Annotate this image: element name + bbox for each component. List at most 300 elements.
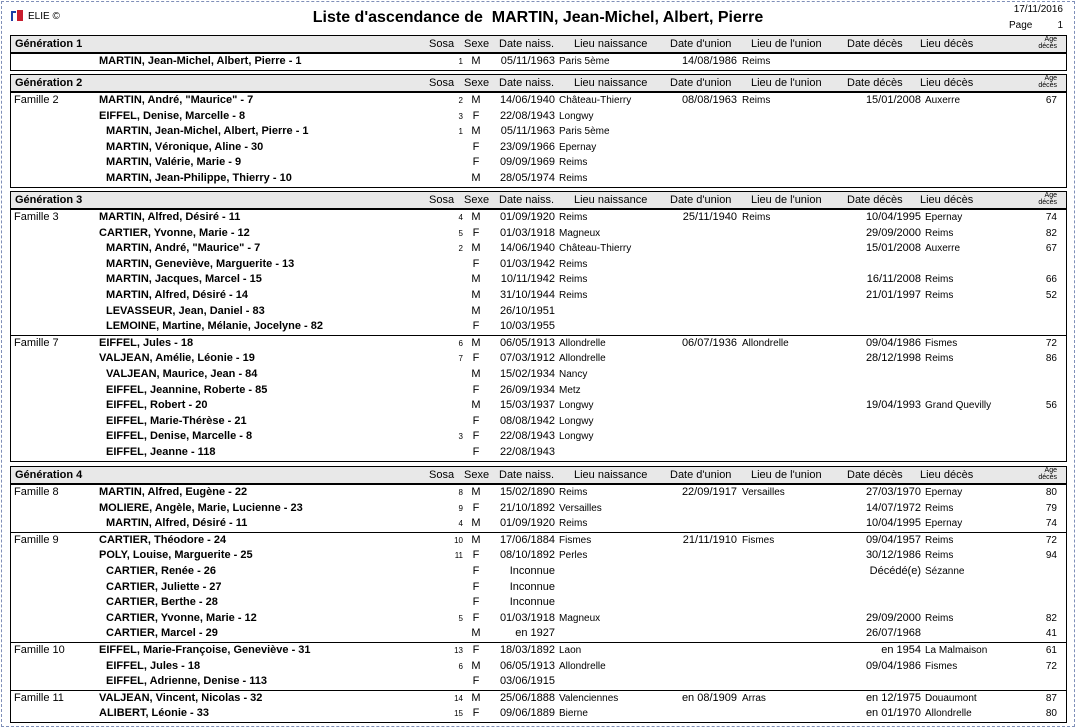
person-sosa: 10 [454, 535, 463, 545]
generation-title: Génération 2 [15, 77, 83, 89]
person-name: CARTIER, Yvonne, Marie - 12 [106, 611, 257, 624]
birth-date: 26/10/1951 [499, 304, 555, 317]
person-sex: F [472, 226, 480, 239]
person-sex: M [471, 399, 481, 412]
column-header-sosa: Sosa [429, 194, 455, 206]
parent-row [11, 485, 1066, 501]
birth-place: Reims [559, 487, 588, 498]
death-place: Reims [925, 612, 954, 624]
age-header-line1: Age [1044, 75, 1057, 82]
death-date: en 12/1975 [865, 691, 921, 704]
generation-section [10, 74, 1067, 188]
person-sex: M [471, 367, 481, 380]
person-name: CARTIER, Marcel - 29 [106, 627, 218, 640]
union-date: 25/11/1940 [682, 211, 737, 223]
birth-date: 28/05/1974 [499, 171, 555, 184]
column-header-birth-date: Date naiss. [499, 469, 555, 481]
death-date: 28/12/1998 [865, 352, 921, 365]
child-row [11, 272, 1066, 288]
birth-place: Reims [559, 274, 588, 286]
birth-date: Inconnue [509, 564, 555, 577]
child-row [11, 124, 1066, 140]
birth-date: 18/03/1892 [499, 643, 555, 656]
parent-row [11, 54, 1066, 70]
column-header-sexe: Sexe [464, 77, 490, 89]
birth-place: Allondrelle [559, 353, 606, 365]
family-group [11, 53, 1066, 70]
birth-date: 14/06/1940 [499, 242, 555, 255]
age-header-line2: décès [1038, 82, 1057, 89]
family-label: Famille 11 [14, 691, 64, 704]
person-name: EIFFEL, Jules - 18 [99, 336, 194, 349]
column-header-union-date: Date d'union [670, 469, 732, 481]
column-header-birth-place: Lieu naissance [574, 194, 648, 206]
child-row [11, 171, 1066, 187]
parent-row [11, 93, 1066, 109]
person-sex: F [472, 257, 480, 270]
age-header-line2: décès [1038, 43, 1057, 50]
column-header-death-date: Date décès [847, 77, 903, 89]
union-date: en 08/1909 [681, 691, 737, 704]
death-date: 29/09/2000 [865, 611, 921, 624]
column-header-sosa: Sosa [429, 38, 455, 50]
death-date: 10/04/1995 [865, 211, 921, 223]
age-header-line1: Age [1044, 36, 1057, 43]
person-name: EIFFEL, Jeanne - 118 [106, 445, 216, 458]
person-name: POLY, Louise, Marguerite - 25 [99, 549, 253, 562]
child-row [11, 564, 1066, 580]
union-date: 06/07/1936 [681, 336, 737, 349]
birth-place: Laon [559, 644, 582, 656]
birth-date: 01/03/1918 [499, 226, 555, 239]
death-place: Douaumont [925, 692, 977, 704]
person-sosa: 1 [458, 127, 463, 137]
column-header-union-place: Lieu de l'union [751, 38, 822, 50]
person-name: CARTIER, Yvonne, Marie - 12 [99, 226, 250, 239]
age-at-death: 82 [1045, 612, 1057, 624]
app-name: ELIE © [28, 10, 60, 22]
birth-place: Longwy [559, 400, 594, 412]
person-name: CARTIER, Théodore - 24 [99, 533, 227, 546]
age-at-death: 72 [1045, 660, 1057, 672]
person-sosa: 13 [454, 645, 463, 655]
birth-place: Magneux [559, 612, 601, 624]
generation-section [10, 191, 1067, 462]
parent-row [11, 501, 1066, 517]
birth-place: Versailles [559, 502, 602, 514]
parent-row [11, 548, 1066, 564]
birth-date: 22/08/1943 [499, 109, 555, 122]
parent-row [11, 643, 1066, 659]
person-name: VALJEAN, Vincent, Nicolas - 32 [99, 691, 263, 704]
birth-date: 15/02/1934 [499, 367, 555, 380]
person-name: MOLIERE, Angèle, Marie, Lucienne - 23 [99, 501, 303, 514]
generation-section [10, 35, 1067, 71]
family-group [11, 690, 1066, 722]
age-at-death: 87 [1045, 692, 1057, 704]
family-label: Famille 10 [14, 643, 65, 656]
person-sex: F [472, 580, 480, 593]
person-name: VALJEAN, Amélie, Léonie - 19 [99, 352, 255, 365]
child-row [11, 580, 1066, 596]
person-sex: M [471, 55, 481, 67]
birth-place: Reims [559, 157, 588, 169]
union-place: Fismes [742, 534, 775, 546]
death-date: en 1954 [881, 643, 921, 656]
union-place: Reims [742, 56, 771, 67]
birth-place: Allondrelle [559, 660, 606, 672]
generation-header [11, 467, 1066, 484]
person-name: MARTIN, Jacques, Marcel - 15 [106, 273, 262, 286]
death-date: Décédé(e) [869, 564, 921, 577]
death-date: 09/04/1957 [865, 533, 921, 546]
person-sex: F [472, 596, 480, 609]
birth-date: 01/09/1920 [499, 211, 555, 223]
child-row [11, 155, 1066, 171]
birth-date: 10/03/1955 [499, 320, 555, 333]
person-name: LEVASSEUR, Jean, Daniel - 83 [106, 304, 265, 317]
person-sosa: 11 [454, 551, 463, 561]
person-sosa: 8 [458, 488, 463, 497]
person-name: MARTIN, Jean-Michel, Albert, Pierre - 1 [99, 55, 302, 67]
child-row [11, 445, 1066, 461]
person-sex: M [471, 691, 481, 704]
birth-place: Epernay [559, 141, 597, 153]
birth-place: Reims [559, 289, 588, 301]
death-place: Reims [925, 227, 954, 239]
birth-date: 01/03/1918 [499, 611, 555, 624]
report-title: Liste d'ascendance de MARTIN, Jean-Michel, Albert, Pierre [312, 9, 764, 26]
person-name: CARTIER, Juliette - 27 [106, 580, 222, 593]
age-header-line2: décès [1038, 199, 1057, 206]
person-sex: F [472, 383, 480, 396]
parent-row [11, 210, 1066, 226]
union-place: Reims [742, 95, 771, 106]
person-sex: F [472, 140, 480, 153]
column-header-birth-date: Date naiss. [499, 77, 555, 89]
person-name: EIFFEL, Robert - 20 [106, 399, 208, 412]
age-at-death: 67 [1045, 243, 1057, 255]
death-place: Allondrelle [925, 708, 972, 720]
age-at-death: 67 [1045, 95, 1057, 106]
union-date: 21/11/1910 [682, 533, 737, 546]
family-label: Famille 7 [14, 336, 59, 349]
death-place: Reims [925, 274, 954, 286]
person-sex: F [472, 643, 480, 656]
death-date: 27/03/1970 [865, 486, 921, 498]
parent-row [11, 336, 1066, 352]
family-group [11, 484, 1066, 532]
parent-row [11, 691, 1066, 707]
person-sex: M [471, 517, 481, 530]
birth-date: 22/08/1943 [499, 445, 555, 458]
birth-date: 08/10/1892 [499, 549, 555, 562]
person-sex: F [472, 675, 480, 688]
column-header-union-place: Lieu de l'union [751, 469, 822, 481]
person-sex: F [472, 414, 480, 427]
child-row [11, 516, 1066, 532]
death-place: La Malmaison [925, 644, 988, 656]
birth-place: Longwy [559, 110, 594, 122]
generation-header [11, 192, 1066, 209]
person-sosa: 7 [458, 354, 463, 364]
column-header-age [1027, 467, 1057, 481]
generation-title: Génération 4 [15, 469, 83, 481]
age-at-death: 80 [1045, 708, 1057, 720]
child-row [11, 611, 1066, 627]
person-name: LEMOINE, Martine, Mélanie, Jocelyne - 82 [106, 320, 324, 333]
person-sex: F [472, 109, 480, 122]
age-header-line1: Age [1044, 192, 1057, 199]
death-date: 09/04/1986 [865, 336, 921, 349]
column-header-union-date: Date d'union [670, 194, 732, 206]
column-header-death-date: Date décès [847, 194, 903, 206]
person-name: EIFFEL, Adrienne, Denise - 113 [106, 675, 267, 688]
person-name: MARTIN, Alfred, Eugène - 22 [99, 486, 248, 498]
column-header-union-date: Date d'union [670, 38, 732, 50]
birth-date: 14/06/1940 [499, 94, 555, 106]
person-sosa: 5 [458, 228, 463, 238]
person-sosa: 2 [458, 96, 463, 105]
death-place: Reims [925, 353, 954, 365]
family-group [11, 642, 1066, 690]
generation-header [11, 75, 1066, 92]
death-date: 19/04/1993 [865, 399, 921, 412]
person-sosa: 6 [458, 661, 463, 671]
age-at-death: 80 [1045, 487, 1057, 498]
age-at-death: 72 [1045, 534, 1057, 546]
birth-date: 01/03/1942 [499, 257, 555, 270]
birth-date: 08/08/1942 [499, 414, 555, 427]
person-name: MARTIN, André, "Maurice" - 7 [99, 94, 254, 106]
age-at-death: 56 [1045, 400, 1057, 412]
column-header-birth-place: Lieu naissance [574, 469, 648, 481]
page-label: Page [1009, 20, 1033, 31]
child-row [11, 429, 1066, 445]
birth-place: Paris 5ème [559, 56, 610, 67]
birth-place: Perles [559, 550, 588, 562]
birth-date: 15/02/1890 [499, 486, 555, 498]
person-sosa: 5 [458, 613, 463, 623]
person-sex: F [472, 611, 480, 624]
birth-place: Metz [559, 384, 581, 396]
age-at-death: 79 [1045, 502, 1057, 514]
child-row [11, 288, 1066, 304]
birth-date: en 1927 [515, 627, 555, 640]
family-group [11, 335, 1066, 461]
birth-date: Inconnue [509, 580, 555, 593]
child-row [11, 595, 1066, 611]
column-header-sosa: Sosa [429, 469, 455, 481]
birth-place: Château-Thierry [559, 243, 632, 255]
parent-row [11, 351, 1066, 367]
person-sosa: 2 [458, 244, 463, 254]
child-row [11, 414, 1066, 430]
parent-row [11, 109, 1066, 125]
union-place: Reims [742, 212, 771, 223]
person-sex: F [472, 501, 480, 514]
column-header-sexe: Sexe [464, 469, 490, 481]
column-header-union-date: Date d'union [670, 77, 732, 89]
birth-place: Paris 5ème [559, 126, 610, 138]
death-date: 30/12/1986 [865, 549, 921, 562]
person-sosa: 3 [458, 432, 463, 442]
person-sex: F [472, 564, 480, 577]
birth-date: 09/06/1889 [499, 707, 555, 720]
person-sosa: 15 [454, 709, 463, 719]
birth-date: 03/06/1915 [499, 675, 555, 688]
age-at-death: 41 [1045, 628, 1057, 640]
person-name: MARTIN, Valérie, Marie - 9 [106, 156, 242, 169]
person-sex: M [471, 659, 481, 672]
death-date: 15/01/2008 [865, 242, 921, 255]
column-header-death-place: Lieu décès [920, 469, 974, 481]
child-row [11, 659, 1066, 675]
union-place: Allondrelle [742, 337, 789, 349]
age-at-death: 72 [1045, 337, 1057, 349]
person-sex: M [471, 273, 481, 286]
child-row [11, 383, 1066, 399]
person-sex: M [471, 125, 481, 138]
birth-place: Reims [559, 172, 588, 184]
birth-date: 23/09/1966 [499, 140, 555, 153]
death-place: Grand Quevilly [925, 400, 992, 412]
person-name: VALJEAN, Maurice, Jean - 84 [106, 367, 258, 380]
age-at-death: 82 [1045, 227, 1057, 239]
person-sosa: 4 [458, 213, 463, 222]
person-sex: M [471, 171, 481, 184]
child-row [11, 257, 1066, 273]
person-name: EIFFEL, Denise, Marcelle - 8 [99, 109, 246, 122]
person-sex: F [472, 320, 480, 333]
death-place: Epernay [925, 487, 963, 498]
person-sex: M [471, 304, 481, 317]
birth-place: Valenciennes [559, 692, 619, 704]
death-place: Sézanne [925, 565, 965, 577]
person-name: MARTIN, Jean-Michel, Albert, Pierre - 1 [106, 125, 309, 138]
birth-date: 26/09/1934 [499, 383, 555, 396]
family-group [11, 532, 1066, 642]
person-sosa: 4 [458, 519, 463, 529]
age-at-death: 74 [1045, 212, 1057, 223]
person-name: EIFFEL, Marie-Thérèse - 21 [106, 414, 247, 427]
birth-place: Bierne [559, 708, 588, 720]
person-sex: F [472, 352, 480, 365]
family-group [11, 209, 1066, 335]
age-at-death: 86 [1045, 353, 1057, 365]
death-date: 09/04/1986 [865, 659, 921, 672]
death-place: Epernay [925, 212, 963, 223]
age-at-death: 74 [1045, 518, 1057, 530]
birth-date: 09/09/1969 [499, 156, 555, 169]
child-row [11, 674, 1066, 690]
birth-date: 06/05/1913 [499, 336, 555, 349]
person-name: MARTIN, Alfred, Désiré - 11 [106, 517, 248, 530]
death-place: Fismes [925, 660, 958, 672]
death-place: Auxerre [925, 95, 961, 106]
birth-place: Fismes [559, 534, 592, 546]
age-at-death: 52 [1045, 289, 1057, 301]
death-place: Reims [925, 289, 954, 301]
generation-section [10, 466, 1067, 723]
child-row [11, 367, 1066, 383]
person-sosa: 6 [458, 338, 463, 348]
person-name: MARTIN, Véronique, Aline - 30 [106, 140, 264, 153]
birth-date: Inconnue [509, 596, 555, 609]
person-sex: M [471, 486, 481, 498]
birth-date: 10/11/1942 [500, 273, 555, 286]
age-at-death: 61 [1045, 644, 1057, 656]
person-name: EIFFEL, Jules - 18 [106, 659, 201, 672]
generation-title: Génération 3 [15, 194, 83, 206]
person-name: ALIBERT, Léonie - 33 [99, 707, 210, 720]
person-name: CARTIER, Berthe - 28 [106, 596, 218, 609]
death-date: 10/04/1995 [865, 517, 921, 530]
union-place: Versailles [742, 487, 785, 498]
column-header-birth-place: Lieu naissance [574, 38, 648, 50]
death-date: 16/11/2008 [866, 273, 921, 286]
birth-date: 17/06/1884 [499, 533, 555, 546]
family-label: Famille 8 [14, 486, 59, 498]
death-place: Fismes [925, 337, 958, 349]
person-sex: F [472, 156, 480, 169]
birth-date: 05/11/1963 [500, 55, 555, 67]
person-sex: M [471, 211, 481, 223]
parent-row [11, 706, 1066, 722]
parent-row [11, 533, 1066, 549]
person-name: MARTIN, Jean-Philippe, Thierry - 10 [106, 171, 292, 184]
generation-title: Génération 1 [15, 38, 83, 50]
column-header-death-place: Lieu décès [920, 194, 974, 206]
person-name: MARTIN, Geneviève, Marguerite - 13 [106, 257, 295, 270]
person-sex: M [471, 94, 481, 106]
birth-place: Longwy [559, 431, 594, 443]
person-name: EIFFEL, Denise, Marcelle - 8 [106, 430, 253, 443]
person-sosa: 9 [458, 503, 463, 513]
column-header-birth-date: Date naiss. [499, 38, 555, 50]
death-place: Reims [925, 502, 954, 514]
column-header-death-place: Lieu décès [920, 38, 974, 50]
age-at-death: 66 [1045, 274, 1057, 286]
age-header-line2: décès [1038, 474, 1057, 481]
birth-place: Reims [559, 518, 588, 530]
child-row [11, 319, 1066, 335]
child-row [11, 304, 1066, 320]
birth-place: Château-Thierry [559, 95, 632, 106]
person-sosa: 3 [458, 111, 463, 121]
death-place: Reims [925, 550, 954, 562]
column-header-death-place: Lieu décès [920, 77, 974, 89]
birth-place: Longwy [559, 415, 594, 427]
parent-row [11, 226, 1066, 242]
page-number: 1 [1057, 20, 1063, 31]
birth-place: Magneux [559, 227, 601, 239]
birth-place: Reims [559, 212, 588, 223]
column-header-sexe: Sexe [464, 38, 490, 50]
death-place: Reims [925, 534, 954, 546]
column-header-death-date: Date décès [847, 38, 903, 50]
person-name: CARTIER, Renée - 26 [106, 564, 217, 577]
person-name: EIFFEL, Jeannine, Roberte - 85 [106, 383, 268, 396]
column-header-death-date: Date décès [847, 469, 903, 481]
union-date: 14/08/1986 [681, 55, 737, 67]
birth-date: 22/08/1943 [499, 430, 555, 443]
person-sex: M [471, 242, 481, 255]
person-sex: F [472, 445, 480, 458]
death-date: 14/07/1972 [865, 501, 921, 514]
person-sex: F [472, 549, 480, 562]
death-date: en 01/1970 [865, 707, 921, 720]
